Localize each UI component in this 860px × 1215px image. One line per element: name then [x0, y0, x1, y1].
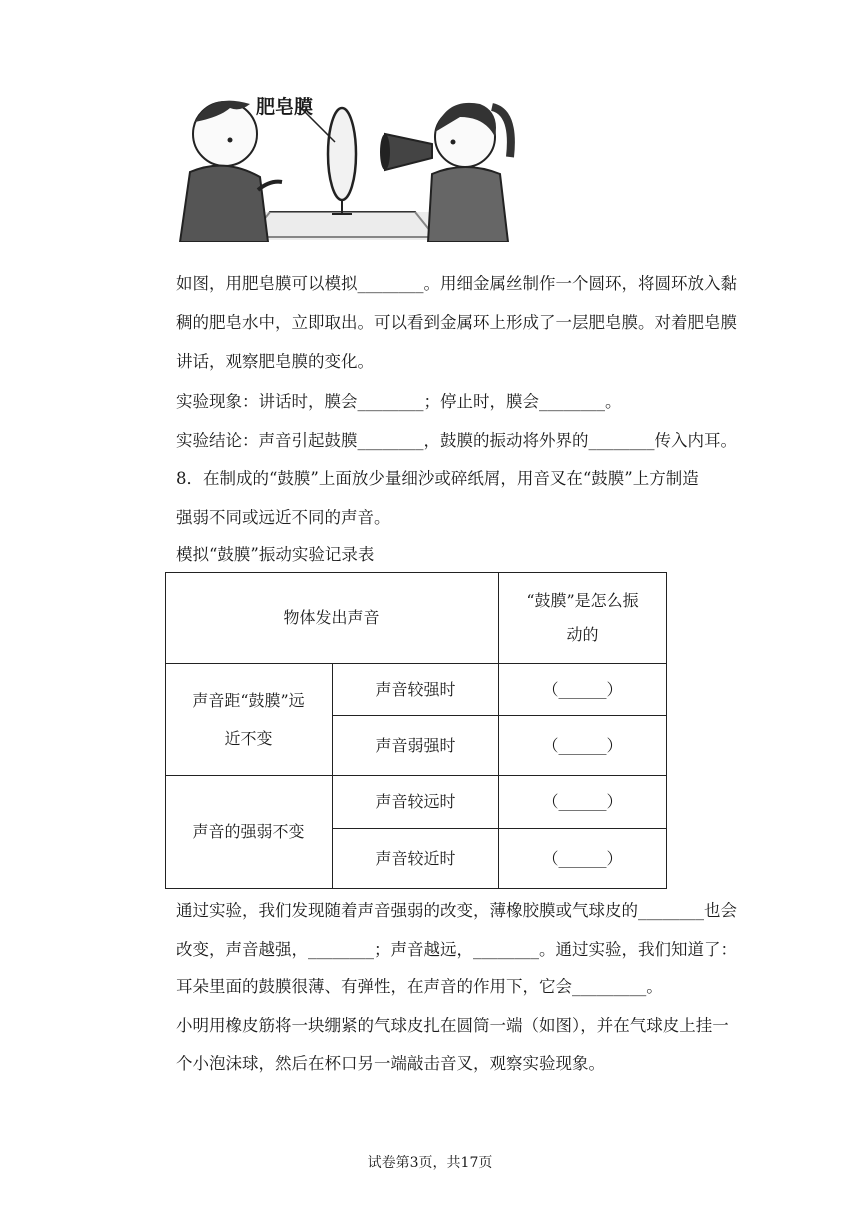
group-distance-line2: 近不变 [224, 728, 273, 748]
header-sound-source: 物体发出声音 [283, 607, 380, 627]
experiment-conclusion: 实验结论：声音引起鼓膜________，鼓膜的振动将外界的________传入内耳。 [176, 431, 737, 450]
soap-film-label: 肥皂膜 [256, 96, 314, 118]
page-footer: 试卷第3页，共17页 [367, 1155, 493, 1171]
answer-blank: （______） [542, 792, 623, 811]
paragraph-line: 讲话，观察肥皂膜的变化。 [176, 352, 374, 371]
paragraph-line: 个小泡沫球，然后在杯口另一端敲击音叉，观察实验现象。 [176, 1054, 605, 1073]
record-table [165, 572, 667, 889]
paragraph-line: 稠的肥皂水中，立即取出。可以看到金属环上形成了一层肥皂膜。对着肥皂膜 [176, 313, 737, 332]
header-vibration [499, 580, 666, 656]
row-closer: 声音较近时 [375, 848, 456, 868]
question-8-line: 8．在制成的“鼓膜”上面放少量细沙或碎纸屑，用音叉在“鼓膜”上方制造 [176, 469, 699, 488]
row-louder: 声音较强时 [375, 679, 456, 699]
experiment-phenomenon: 实验现象：讲话时，膜会________；停止时，膜会________。 [176, 392, 622, 411]
paragraph-line: 通过实验，我们发现随着声音强弱的改变，薄橡胶膜或气球皮的________也会 [176, 901, 737, 920]
row-farther: 声音较远时 [375, 792, 456, 811]
group-distance-fixed [165, 664, 332, 775]
paragraph-line: 耳朵里面的鼓膜很薄、有弹性，在声音的作用下，它会_________。 [176, 977, 663, 996]
header-vibration-line1: “鼓膜”是怎么振 [526, 591, 639, 610]
paragraph-line: 如图，用肥皂膜可以模拟________。用细金属丝制作一个圆环，将圆环放入黏 [176, 274, 737, 293]
paragraph-line: 小明用橡皮筋将一块绷紧的气球皮扎在圆筒一端（如图），并在气球皮上挂一 [176, 1016, 729, 1035]
row-weak-strong: 声音弱强时 [375, 735, 456, 755]
paragraph-line: 改变，声音越强，________；声音越远，________。通过实验，我们知道了： [176, 940, 737, 959]
table-title: 模拟“鼓膜”振动实验记录表 [176, 545, 375, 564]
header-vibration-line2: 动的 [566, 625, 599, 644]
answer-blank: （______） [542, 735, 623, 755]
answer-blank: （______） [542, 679, 623, 699]
group-intensity-fixed: 声音的强弱不变 [192, 822, 305, 841]
question-8-line: 强弱不同或远近不同的声音。 [176, 508, 391, 527]
answer-blank: （______） [542, 848, 623, 868]
group-distance-line1: 声音距“鼓膜”远 [192, 690, 305, 710]
soap-film-illustration [170, 62, 515, 242]
